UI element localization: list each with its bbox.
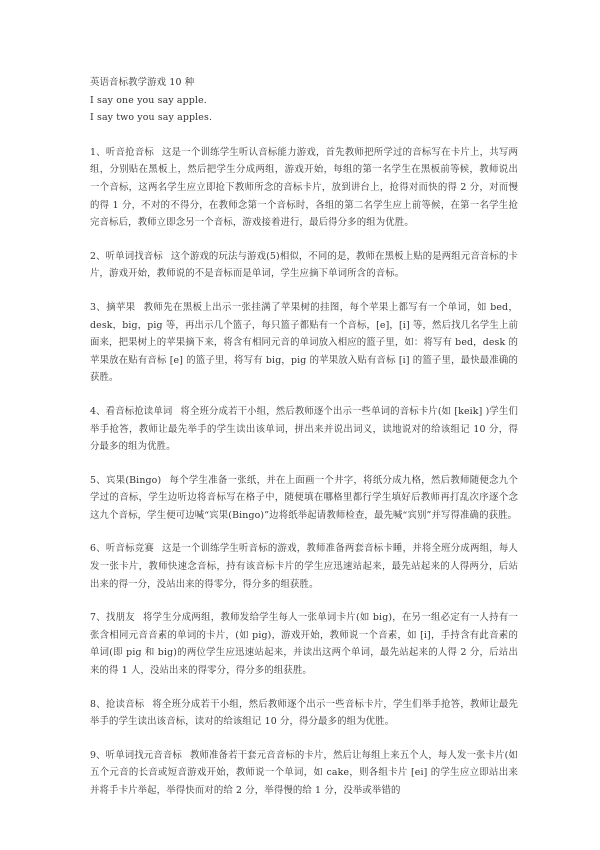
game-description: 将全班分成若干小组，然后教师逐个出示一些单词的音标卡片(如 [keik] )学生们举手抢答，教师让最先举手的学生读出该单词，拼出来并说出词义，读地说对的给该组记 10 分，得分最多的组为优胜。 <box>90 405 518 453</box>
game-description: 教师先在黑板上出示一张挂满了苹果树的挂图，每个苹果上都写有一个单词，如 bed，desk，big，pig 等，再出示几个篮子，每只篮子都贴有一个音标，[e]，[i] 等，然后找几名学生上前面来，把果树上的苹果摘下来，将含有相同元音的单词放入相应的篮子里，如：将写有 bed，desk 的苹果放在贴有音标 [e] 的篮子里，将写有 big，pig 的苹果放入贴有音标 [i] 的篮子里，最快最准确的获胜。 <box>90 301 518 384</box>
game-description: 将全班分成若干小组，然后教师逐个出示一些音标卡片，学生们举手抢答，教师让最先举手的学生读出该音标，读对的给该组记 10 分，得分最多的组为优胜。 <box>90 698 518 728</box>
game-item-8 <box>90 696 518 731</box>
game-heading: 1、听音抢音标 <box>90 146 154 158</box>
game-heading: 9、听单词找元音音标 <box>90 749 182 761</box>
game-item-5 <box>90 472 518 525</box>
game-heading: 2、听单词找音标 <box>90 250 163 262</box>
game-heading: 3、摘苹果 <box>90 301 136 313</box>
game-heading: 6、听音标竞赛 <box>90 543 154 555</box>
game-item-7 <box>90 609 518 679</box>
game-item-1 <box>90 144 518 232</box>
document-page <box>90 74 518 816</box>
game-description: 这个游戏的玩法与游戏(5)相似，不同的是，教师在黑板上贴的是两组元音音标的卡片，游戏开始，教师说的不是音标而是单词，学生应摘下单词所含的音标。 <box>90 250 518 280</box>
subtitle-line-1: I say one you say apple. <box>90 94 207 106</box>
game-description: 将学生分成两组，教师发给学生每人一张单词卡片(如 big)，在另一组必定有一人持有一张含相同元音音素的单词的卡片，(如 pig)，游戏开始，教师说一个音素，如 [i]，手持含有此音素的单词(即 pig 和 big)的两位学生应迅速站起来，并读出这两个单词，最先站起来的人得 2 分，后站出来的得 1 人，没站出来的得零分，得分多的组获胜。 <box>90 612 518 677</box>
game-heading: 4、看音标抢读单词 <box>90 405 173 417</box>
game-description: 每个学生准备一张纸，并在上面画一个井字，将纸分成九格，然后教师随便念九个学过的音标，学生边听边将音标写在格子中，随便填在哪格里都行学生填好后教师再打乱次序逐个念这九个音标，学生便可边喊“宾果(Bingo)”边将纸举起请教师检查，最先喊“宾别”并写得准确的获胜。 <box>90 474 518 521</box>
game-heading: 7、找朋友 <box>90 612 135 624</box>
game-description: 这是一个训练学生听音标的游戏，教师准备两套音标卡睡，并将全班分成两组，每人发一张卡片，教师快速念音标，持有该音标卡片的学生应迅速站起来，最先站起来的人得两分，后站出来的得一分，没站出来的得零分，得分多的组获胜。 <box>90 543 518 590</box>
game-heading: 8、抢读音标 <box>90 698 145 710</box>
game-item-6 <box>90 540 518 593</box>
game-item-2 <box>90 248 518 283</box>
game-heading: 5、宾果(Bingo) <box>90 474 162 486</box>
document-title: 英语音标教学游戏 10 种 <box>90 77 195 88</box>
game-description: 教师准备若干套元音音标的卡片，然后让每组上来五个人，每人发一张卡片(如五个元音的长音或短音游戏开始，教师说一个单词，如 cake，则各组卡片 [ei] 的学生应立即站出来并将手卡片举起，举得快而对的给 2 分，举得慢的给 1 分，没举或举错的 <box>90 749 518 796</box>
document-header <box>90 74 518 127</box>
game-item-4 <box>90 403 518 456</box>
game-description: 这是一个训练学生听认音标能力游戏，首先教师把所学过的音标写在卡片上，共写两组，分别贴在黑板上，然后把学生分成两组，游戏开始，每组的第一名学生在黑板前等候，教师说出一个音标，这两名学生应立即抢下教师所念的音标卡片，放到讲台上，抢得对而快的得 2 分，对而慢的得 1 分，不对的不得分，在教师念第一个音标时，各组的第二名学生应上前等候，在第一名学生抢完音标后，教师立即念另一个音标，游戏接着进行，最后得分多的组为优胜。 <box>90 146 518 229</box>
game-item-3 <box>90 299 518 387</box>
subtitle-line-2: I say two you say apples. <box>90 112 213 124</box>
game-item-9 <box>90 747 518 800</box>
